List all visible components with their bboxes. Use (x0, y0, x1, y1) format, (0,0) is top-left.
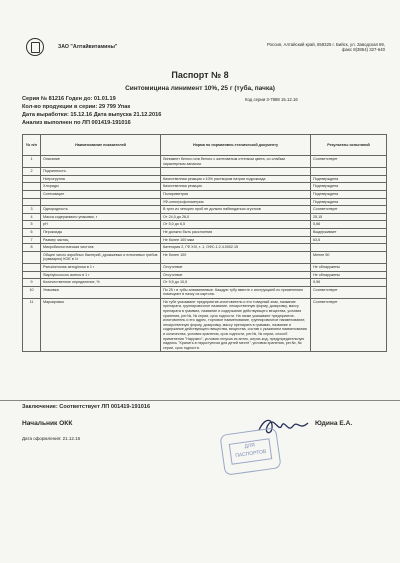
row-number: 4 (23, 213, 41, 221)
table-row (23, 244, 387, 252)
row-number: 10 (23, 286, 41, 298)
row-name: Общее число аэробных бактерий, дрожжевых и плесневых грибов (суммарно) КОЕ в 1г (41, 251, 161, 263)
product-name: Синтомицина линимент 10%, 25 г (туба, пачка) (125, 85, 275, 92)
row-result (311, 168, 387, 176)
table-row (23, 213, 387, 221)
row-result (311, 244, 387, 252)
header-number: № п/п (23, 135, 41, 156)
row-name: Масса содержимого упаковки, г (41, 213, 161, 221)
issue-date: Дата оформления: 21.12.16 (22, 436, 81, 441)
table-row (23, 279, 387, 287)
row-name: Однородность (41, 206, 161, 214)
row-name: Размер частиц (41, 236, 161, 244)
row-norm: По 25 г в тубы алюминиевые. Каждую тубу вместе с инструкцией по применению помещают в пачку из картона. (161, 286, 311, 298)
header-name: Наименование показателей (41, 135, 161, 156)
row-result: Не обнаружены (311, 263, 387, 271)
row-result: Соответствует (311, 156, 387, 168)
table-row (23, 271, 387, 279)
address-line-1: Россия, Алтайский край, 659325 г. Бийск, ул. Заводская 69, (266, 42, 385, 47)
table-row (23, 156, 387, 168)
row-norm: От 9,5 до 10,5 (161, 279, 311, 287)
row-result: Не обнаружены (311, 271, 387, 279)
row-norm: В трех из четырех проб не должно наблюдаться сгустков (161, 206, 311, 214)
row-result: Соответствует (311, 206, 387, 214)
header-result: Результаты испытаний (311, 135, 387, 156)
table-row (23, 286, 387, 298)
row-name: Синтомицин (41, 190, 161, 198)
row-norm: Качественная реакция с 10% раствором натрия гидроксида (161, 175, 311, 183)
row-number: 5 (23, 221, 41, 229)
row-name: Описание (41, 156, 161, 168)
row-norm: УФ-спектрофотометрия (161, 198, 311, 206)
address-line-2: факс 8(3854) 327-640 (342, 47, 385, 53)
row-number: 2 (23, 168, 41, 176)
row-result: 25,15 (311, 213, 387, 221)
row-number (23, 251, 41, 263)
row-number: 8 (23, 244, 41, 252)
quantity-line: Кол-во продукции в серии: 29 799 Упак (22, 104, 131, 110)
conclusion-text: Заключение: Соответствует ЛП 001419-191016 (22, 404, 151, 410)
table-row (23, 298, 387, 352)
table-row (23, 175, 387, 183)
row-number: 3 (23, 206, 41, 214)
row-result: Менее 50 (311, 251, 387, 263)
row-name: Staphylococcus aureus в 1 г (41, 271, 161, 279)
row-norm: Отсутствие (161, 263, 311, 271)
row-result: Подтверждена (311, 183, 387, 191)
footer-divider (0, 400, 400, 401)
row-result: 63,6 (311, 236, 387, 244)
row-number: 6 (23, 228, 41, 236)
row-norm: От 5,0 до 6,5 (161, 221, 311, 229)
row-number: 1 (23, 156, 41, 168)
row-number (23, 263, 41, 271)
row-result: 5,66 (311, 221, 387, 229)
row-name: Маркировка (41, 298, 161, 352)
row-result: Подтверждена (311, 198, 387, 206)
row-number (23, 271, 41, 279)
row-result: Подтверждена (311, 190, 387, 198)
row-norm: Не более 100 мкм (161, 236, 311, 244)
row-number (23, 190, 41, 198)
stamp-text: ДЛЯ ПАСПОРТОВ (229, 438, 273, 465)
series-code: Код серии 3-7888 15.12.16 (245, 97, 298, 102)
table-header-row (23, 135, 387, 156)
row-name: Микробиологическая чистота: (41, 244, 161, 252)
row-number: 9 (23, 279, 41, 287)
row-result: 9,96 (311, 279, 387, 287)
row-norm: Не должно быть расслоения (161, 228, 311, 236)
company-address (225, 42, 385, 53)
table-row (23, 228, 387, 236)
row-norm: Не более 100 (161, 251, 311, 263)
row-norm: Качественная реакция (161, 183, 311, 191)
row-norm: Линимент белого или белого с желтоватым оттенком цвета, со слабым характерным запахом. (161, 156, 311, 168)
signer-name: Юдина Е.А. (315, 420, 353, 427)
dates-line: Дата выработки: 15.12.16 Дата выпуска 21.12.2016 (22, 112, 162, 118)
row-result: Соответствует (311, 286, 387, 298)
table-row (23, 183, 387, 191)
table-row (23, 236, 387, 244)
row-name: Упаковка (41, 286, 161, 298)
table-row (23, 263, 387, 271)
passport-title: Паспорт № 8 (171, 70, 229, 80)
row-norm: Поляриметрия (161, 190, 311, 198)
row-name: Нитрогруппа (41, 175, 161, 183)
row-result: Выдерживает (311, 228, 387, 236)
stamp (219, 427, 281, 476)
row-name: Пероксиды (41, 228, 161, 236)
series-line: Серия № 81216 Годен до: 01.01.19 (22, 96, 116, 102)
row-name (41, 198, 161, 206)
table-row (23, 198, 387, 206)
company-name: ЗАО "Алтайвитамины" (58, 44, 118, 50)
row-norm (161, 168, 311, 176)
row-number (23, 198, 41, 206)
row-result: Подтверждена (311, 175, 387, 183)
table-row (23, 251, 387, 263)
row-number: 7 (23, 236, 41, 244)
row-result: Соответствует (311, 298, 387, 352)
table-row (23, 168, 387, 176)
row-number: 11 (23, 298, 41, 352)
passport-table (22, 134, 387, 352)
row-number (23, 175, 41, 183)
row-norm: Категория 2, ГФ XIII, т. 1, ОФС.1.2.4.0002.15 (161, 244, 311, 252)
table-row (23, 190, 387, 198)
table-row (23, 221, 387, 229)
company-logo (26, 38, 44, 56)
row-name: Подлинность: (41, 168, 161, 176)
header-norm: Норма по нормативно-технической документу (161, 135, 311, 156)
row-number (23, 183, 41, 191)
row-name: Хлориды (41, 183, 161, 191)
row-name: Pseudomonas aeruginosa в 1 г (41, 263, 161, 271)
row-norm: Отсутствие (161, 271, 311, 279)
row-name: pH (41, 221, 161, 229)
row-norm: От 24,0 до 26,0 (161, 213, 311, 221)
table-row (23, 206, 387, 214)
row-norm: На тубе указывают предприятие-изготовитель и его товарный знак, название препарата, группировочное название, лекарственную форму, дозировку, массу препарата в граммах, название и содержание действующего вещества, условия хранения, рег.№, № серии, срок годности. На пачке указывают предприятие-изготовитель и его адрес, торговое наименование, группировочное наименование, лекарственную форму, дозировку, массу препарата в граммах, название и содержание действующего вещества, вещества, состав с указанием наименования и количества, условия хранения, срок годности, рег.№, № серии, способ применения "Наружно", условия отпуска из аптек, штрих-код, предупредительную надпись "Хранить в недоступном для детей месте", условия хранения, рег.№, № серии, срок годности. (161, 298, 311, 352)
analysis-line: Анализ выполнен по ЛП 001419-191016 (22, 120, 131, 126)
row-name: Количественное определение, % (41, 279, 161, 287)
chief-label: Начальник ОКК (22, 420, 73, 427)
